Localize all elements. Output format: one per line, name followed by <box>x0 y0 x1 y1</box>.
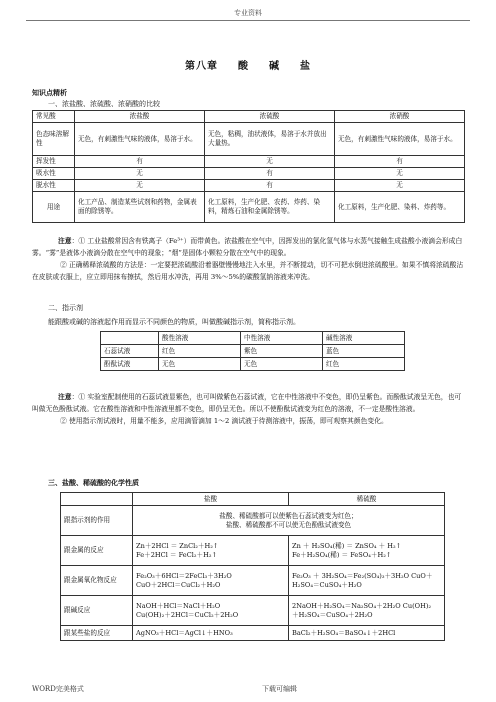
note2-paragraph1: 注意：① 实验室配制使用的石蕊试液显紫色，也可叫做紫色石蕊试液，它在中性溶液中不变色，即仍呈紫色。而酚酞试液呈无色，也可叫做无色酚酞试液。它在酸性溶液和中性溶液里都不变色，即仍呈无色。所以不使酚酞试液变为红色的溶液，不一定是酸性溶液。 <box>32 393 462 413</box>
table3-merged-cell <box>133 506 445 536</box>
equation: Cu(OH)₂＋2HCl＝CuCl₂＋2H₂O <box>136 610 239 619</box>
table1-cell: 无 <box>75 180 205 192</box>
table1-header: 浓硝酸 <box>335 111 465 123</box>
table2-row-label: 酚酞试液 <box>101 358 159 371</box>
table1-row-label: 脱水性 <box>33 180 75 192</box>
footer-left: WORD完美格式 <box>32 685 84 693</box>
table1-row-label: 挥发性 <box>33 156 75 168</box>
table3-header: 盐酸 <box>133 493 289 506</box>
equation: Fe₂O₃ ＋ 3H₂SO₄＝Fe₂(SO₄)₃＋3H₂O CuO＋ <box>292 571 433 580</box>
table1-cell: 有 <box>75 156 205 168</box>
table1-header: 常见酸 <box>33 111 75 123</box>
table2-row-label: 石蕊试液 <box>101 345 159 358</box>
equation: Fe＋2HCl ＝ FeCl₂＋H₂↑ <box>136 550 218 559</box>
note1-paragraph2: ② 正确稀释浓硫酸的方法是：一定要把浓硫酸沿着器壁慢慢地注入水里，并不断搅动，切不可把水倒进浓硫酸里。如果不慎将浓硫酸沾在皮肤或衣服上，应立即用抹布擦拭，然后用水冲洗，再用 3%～5%的碳酸氢钠溶液来冲洗。 <box>32 260 464 281</box>
table2-header: 中性溶液 <box>241 332 323 345</box>
section2-heading: 二、指示剂 <box>48 304 83 312</box>
table2-header <box>101 332 159 345</box>
page-header: 专业资料 <box>234 9 262 17</box>
equation: AgNO₃＋HCl＝AgCl↓＋HNO₃ <box>136 628 233 637</box>
table2-cell: 无色 <box>159 358 241 371</box>
table3-header <box>61 493 133 506</box>
table1-cell: 有 <box>335 156 465 168</box>
note2 <box>32 392 464 428</box>
table3-cell <box>289 626 445 641</box>
table3-row-label: 跟指示剂的作用 <box>61 506 133 536</box>
table3-cell <box>289 566 445 596</box>
table2-header: 酸性溶液 <box>159 332 241 345</box>
equation: CuO＋2HCl＝CuCl₂＋H₂O <box>136 580 221 589</box>
equation: Zn ＋ H₂SO₄(稀) ＝ ZnSO₄ ＋ H₂↑ <box>292 541 402 550</box>
table2-cell: 红色 <box>159 345 241 358</box>
table3-line: 盐酸、稀硫酸都不可以使无色酚酞试液变色 <box>225 520 352 529</box>
acid-properties-table <box>60 492 445 641</box>
table1-header: 浓硫酸 <box>205 111 335 123</box>
table3-cell <box>133 566 289 596</box>
table1-cell: 无色，有刺激性气味的液体，易溶于水。 <box>75 123 205 156</box>
note1-paragraph1: 注意：① 工业盐酸常因含有铁离子（Fe³⁺）而带黄色。浓盐酸在空气中，因挥发出的氯化氢气体与水蒸气接触生成盐酸小液滴会形成白雾。“雾”是液体小液滴分散在空气中的现象；“烟”是固体小颗粒分散在空气中的现象。 <box>32 237 463 257</box>
equation: Fe＋H₂SO₄(稀) ＝ FeSO₄＋H₂↑ <box>292 550 392 559</box>
table1-cell: 无 <box>75 168 205 180</box>
section3-heading: 三、盐酸、稀硫酸的化学性质 <box>48 479 139 487</box>
table2-cell: 蓝色 <box>323 345 405 358</box>
table2-cell: 无色 <box>241 358 323 371</box>
equation: 2NaOH＋H₂SO₄＝Na₂SO₄＋2H₂O Cu(OH)₂ <box>292 601 432 610</box>
table1-cell: 有 <box>205 168 335 180</box>
table2-header: 碱性溶液 <box>323 332 405 345</box>
equation: BaCl₂＋H₂SO₄＝BaSO₄↓＋2HCl <box>292 628 396 637</box>
table1-cell: 无 <box>335 180 465 192</box>
table3-cell <box>133 596 289 626</box>
title-word-salt: 盐 <box>300 61 311 72</box>
table3-header: 稀硫酸 <box>289 493 445 506</box>
title-word-acid: 酸 <box>238 61 249 72</box>
table3-row-label: 跟某些盐的反应 <box>61 626 133 641</box>
table3-row-label: 跟金属的反应 <box>61 536 133 566</box>
table3-cell <box>289 536 445 566</box>
table1-cell: 有 <box>205 180 335 192</box>
table2-cell: 红色 <box>323 358 405 371</box>
section1-heading: 一、浓盐酸、浓硫酸、浓硝酸的比较 <box>48 100 160 108</box>
table3-row-label: 跟金属氧化物反应 <box>61 566 133 596</box>
table1-cell: 无 <box>335 168 465 180</box>
chapter-title <box>0 57 496 72</box>
table2-cell: 紫色 <box>241 345 323 358</box>
note1-label: 注意 <box>58 237 72 245</box>
table1-cell: 化工原料，生产化肥、染料、炸药等。 <box>335 192 465 223</box>
equation: Fe₂O₃＋6HCl＝2FeCl₃＋3H₂O <box>136 571 232 580</box>
indicator-table <box>100 331 405 371</box>
footer-right: 下载可编辑 <box>262 685 297 693</box>
table1-cell: 化工原料，生产化肥、农药、炸药、染料，精炼石油和金属除锈等。 <box>205 192 335 223</box>
section-knowledge-heading: 知识点精析 <box>32 89 67 97</box>
acid-comparison-table <box>32 110 465 223</box>
table3-row-label: 跟碱反应 <box>61 596 133 626</box>
table1-row-label: 吸水性 <box>33 168 75 180</box>
table3-line: 盐酸、稀硫酸都可以使紫色石蕊试液变为红色； <box>219 511 358 520</box>
equation: Zn＋2HCl ＝ ZnCl₂＋H₂↑ <box>136 541 219 550</box>
table3-cell <box>133 626 289 641</box>
table3-cell <box>289 596 445 626</box>
table3-cell <box>133 536 289 566</box>
note2-label: 注意 <box>58 393 72 401</box>
table1-row-label: 色态味溶解性 <box>33 123 75 156</box>
table1-cell: 无色，有刺激性气味的液体，易溶于水。 <box>335 123 465 156</box>
section2-text: 能跟酸或碱的溶液起作用而显示不同颜色的物质，叫做酸碱指示剂，简称指示剂。 <box>48 318 300 326</box>
table1-cell: 无 <box>205 156 335 168</box>
equation: H₂SO₄＝CuSO₄＋H₂O <box>292 580 362 589</box>
header-divider <box>26 20 470 21</box>
table1-row-label: 用途 <box>33 192 75 223</box>
equation: NaOH＋HCl＝NaCl＋H₂O <box>136 601 221 610</box>
title-word-base: 碱 <box>269 61 280 72</box>
table1-header: 浓盐酸 <box>75 111 205 123</box>
note1 <box>32 236 464 284</box>
table1-cell: 化工产品、制造某些试剂和药物，金属表面的除锈等。 <box>75 192 205 223</box>
chapter-number: 第八章 <box>185 61 218 72</box>
equation: ＋H₂SO₄＝CuSO₄＋2H₂O <box>292 610 373 619</box>
table1-cell: 无色，粘稠，油状液体，易溶于水并放出大量热。 <box>205 123 335 156</box>
note2-paragraph2: ② 使用指示剂试液时，用量不能多，应用滴管滴加 1～2 滴试液于待测溶液中，振荡，即可观察其颜色变化。 <box>60 416 388 425</box>
